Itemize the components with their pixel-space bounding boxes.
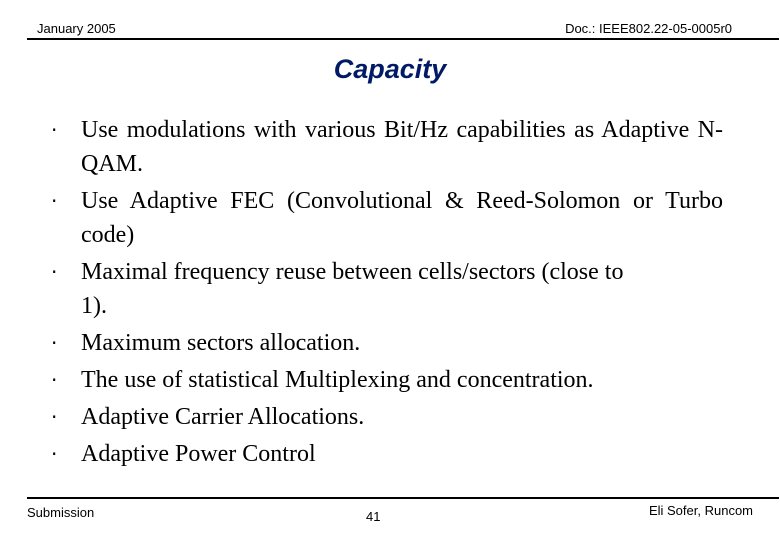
bullet-text: The use of statistical Multiplexing and concentration.: [81, 367, 594, 393]
bullet-text: Adaptive Power Control: [81, 441, 316, 467]
header-doc-id: Doc.: IEEE802.22-05-0005r0: [565, 21, 732, 36]
bullet-dot-icon: ·: [51, 331, 58, 355]
bullet-dot-icon: ·: [51, 368, 58, 392]
bullet-dot-icon: ·: [51, 442, 58, 466]
bullet-item: [50, 400, 723, 434]
bullet-dot-icon: ·: [51, 189, 58, 213]
bullet-text: Use Adaptive FEC (Convolutional & Reed-Solomon or Turbo code): [81, 188, 723, 248]
bullet-text: Maximal frequency reuse between cells/sectors (close to 1).: [81, 259, 624, 319]
footer-author: Eli Sofer, Runcom: [648, 503, 753, 518]
header-date: January 2005: [37, 21, 116, 36]
bullet-dot-icon: ·: [51, 260, 58, 284]
bullet-item: [50, 255, 723, 323]
bullet-item: [50, 113, 723, 181]
bullet-item: [50, 326, 723, 360]
bullet-dot-icon: ·: [51, 118, 58, 142]
bullet-dot-icon: ·: [51, 405, 58, 429]
footer-divider: [27, 497, 779, 499]
bullet-item: [50, 437, 723, 471]
bullet-list: [50, 113, 723, 474]
slide-title: Capacity: [333, 54, 447, 84]
bullet-text: Maximum sectors allocation.: [81, 330, 361, 356]
header-divider: [27, 38, 779, 40]
bullet-text: Adaptive Carrier Allocations.: [81, 404, 365, 430]
bullet-item: [50, 363, 723, 397]
footer-label: Submission: [27, 505, 95, 520]
bullet-text: Use modulations with various Bit/Hz capabilities as Adaptive N-QAM.: [81, 117, 723, 177]
page-number: 41: [366, 509, 381, 524]
bullet-item: [50, 184, 723, 252]
